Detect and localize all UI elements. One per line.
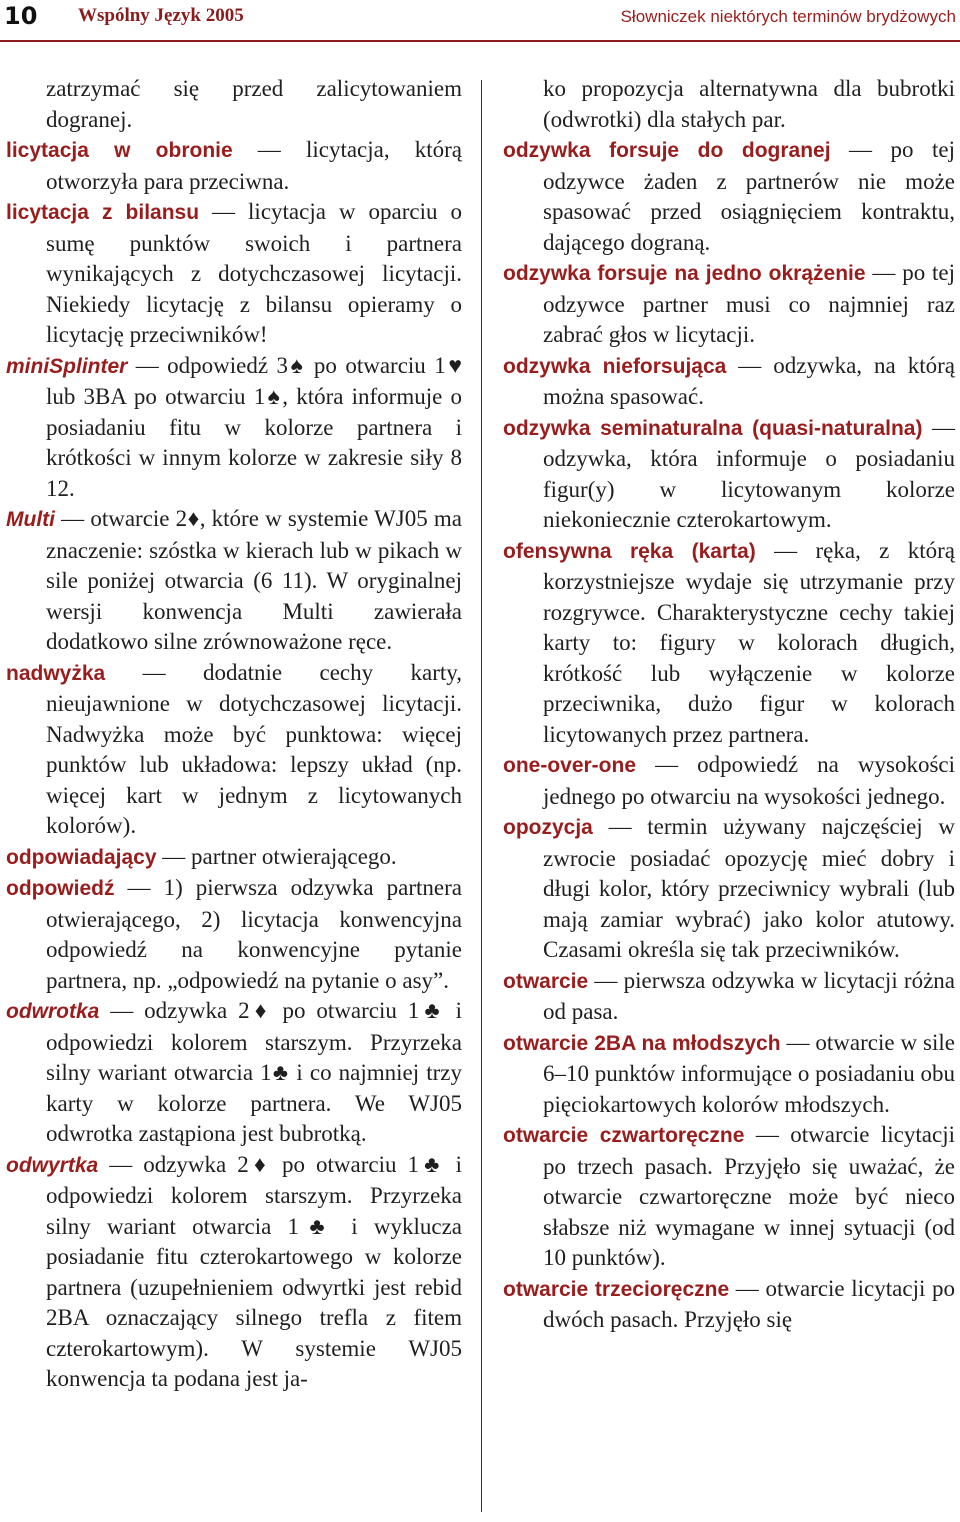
- glossary-entry: one-over-one — odpowiedź na wysokości jednego po otwarciu na wysokości jednego.: [503, 752, 955, 809]
- entry-term: otwarcie trzecioręczne: [503, 1277, 730, 1301]
- entry-definition: otwarcie 2♦, które w systemie WJ05 ma znaczenie: szóstka w kierach lub w pikach w sile poniżej otwarcia (6 11). W oryginalnej wersji konwencja Multi zawierała dodatkowo silne zrównoważone ręce.: [46, 506, 463, 654]
- header-rule: [0, 40, 960, 42]
- entry-definition: licytacja w oparciu o sumę punktów swoich i partnera wynikających z dotychczasowej licytacji. Niekiedy licytację z bilansu opieramy o licytację przeciwników!: [46, 199, 462, 347]
- entry-definition: partner otwierającego.: [191, 843, 397, 869]
- entry-term: otwarcie 2BA na młodszych: [503, 1031, 781, 1055]
- entry-term: nadwyżka: [6, 661, 106, 685]
- entry-term: odpowiadający: [6, 845, 157, 869]
- entry-definition: pierwsza odzywka w licytacji różna od pasa.: [543, 967, 955, 1024]
- glossary-entry: licytacja z bilansu — licytacja w oparciu o sumę punktów swoich i partnera wynikających z dotychczasowej licytacji. Niekiedy licytację z bilansu opieramy o licytację przeciwników!: [6, 199, 462, 347]
- entry-definition: odzywka 2♦ po otwarciu 1♣ i odpowiedzi kolorem starszym. Przyrzeka silny wariant otwarcia 1♣ i co najmniej trzy karty w kolorze partnera. We WJ05 odwrotka zastąpiona jest bubrotką.: [46, 998, 462, 1146]
- entry-term: Multi: [6, 508, 55, 531]
- entry-term: licytacja w obronie: [6, 139, 233, 162]
- entry-term: odzywka nieforsująca: [503, 354, 727, 378]
- entry-term: otwarcie czwartoręczne: [503, 1124, 745, 1147]
- entry-term: opozycja: [503, 816, 593, 839]
- entry-definition: ręka, z którą korzystniejsze wydaje się utrzymanie przy rozgrywce. Charakterystyczne cechy takiej karty to: figury w kolorach długich, krótkość lub wyłączenie w kolorze przeciwnika, dużo figur w kolorach licytowanych przez partnera.: [543, 537, 955, 747]
- glossary-entry: [503, 74, 955, 135]
- entry-term: otwarcie: [503, 969, 589, 993]
- entry-term: odzywka forsuje do dogranej: [503, 139, 831, 162]
- entry-term: licytacja z bilansu: [6, 201, 200, 224]
- column-divider: [481, 80, 482, 1512]
- glossary-entry: licytacja w obronie — licytacja, którą otworzyła para przeciwna.: [6, 137, 462, 194]
- glossary-entry: otwarcie czwartoręczne — otwarcie licytacji po trzech pasach. Przyjęło się uważać, że otwarcie czwartoręczne może być nieco słabsze niż wymagane w innej sytuacji (od 10 punktów).: [503, 1122, 955, 1270]
- entry-term: one-over-one: [503, 754, 637, 777]
- section-title: Słowniczek niektórych terminów brydżowych: [620, 7, 956, 26]
- glossary-entry: odzywka seminaturalna (quasi-naturalna) — odzywka, która informuje o posiadaniu figur(y) w licytowanym kolorze niekoniecznie czterokartowym.: [503, 414, 956, 532]
- entry-definition: otwarcie licytacji po trzech pasach. Przyjęło się uważać, że otwarcie czwartoręczne może być nieco słabsze niż wymagane w innej sytuacji (od 10 punktów).: [543, 1122, 955, 1270]
- glossary-entry: otwarcie — pierwsza odzywka w licytacji różna od pasa.: [503, 967, 955, 1024]
- entry-definition: odzywka 2♦ po otwarciu 1♣ i odpowiedzi kolorem starszym. Przyrzeka silny wariant otwarcia 1♣ i wyklucza posiadanie fitu czterokartowego w kolorze partnera (uzupełnieniem odwyrtki jest rebid 2BA oznaczający silnego trefla z fitem czterokartowym). W systemie WJ05 konwencja ta podana jest ja-: [46, 1151, 462, 1391]
- entry-term: odwrotka: [6, 1000, 100, 1023]
- entry-definition: po tej odzywce partner musi co najmniej raz zabrać głos w licytacji.: [543, 260, 955, 347]
- entry-term: odzywka forsuje na jedno okrążenie: [503, 262, 866, 285]
- entry-definition: licytacja, którą otworzyła para przeciwna.: [46, 137, 462, 194]
- glossary-entry: nadwyżka — dodatnie cechy karty, nieujawnione w dotychczasowej licytacji. Nadwyżka może być punktowa: więcej punktów lub układowa: lepszy układ (np. więcej kart w jednym z licytowanych kolorów).: [6, 659, 462, 838]
- entry-definition: otwarcie licytacji po dwóch pasach. Przyjęło się: [543, 1275, 955, 1332]
- glossary-entry: ofensywna ręka (karta) — ręka, z którą korzystniejsze wydaje się utrzymanie przy rozgrywce. Charakterystyczne cechy takiej karty to: figury w kolorach długich, krótkość lub wyłączenie w kolorze przeciwnika, dużo figur w kolorach licytowanych przez partnera.: [503, 537, 955, 747]
- glossary-entry: miniSplinter — odpowiedź 3♠ po otwarciu 1♥ lub 3BA po otwarciu 1♠, która informuje o posiadaniu fitu w kolorze partnera i krótkości w innym kolorze w zakresie siły 8 12.: [6, 352, 462, 501]
- page-number: 10: [4, 2, 38, 30]
- glossary-entry: odwrotka — odzywka 2♦ po otwarciu 1♣ i odpowiedzi kolorem starszym. Przyrzeka silny wariant otwarcia 1♣ i co najmniej trzy karty w kolorze partnera. We WJ05 odwrotka zastąpiona jest bubrotką.: [6, 998, 462, 1146]
- right-column: [503, 74, 955, 1336]
- entry-definition: termin używany najczęściej w zwrocie posiadać opozycję mieć dobry i długi kolor, który przeciwnicy wybrali (lub mają zamiar wybrać) jako kolor atutowy. Czasami określa się tak przeciwników.: [543, 814, 955, 962]
- entry-definition: dodatnie cechy karty, nieujawnione w dotychczasowej licytacji. Nadwyżka może być punktowa: więcej punktów lub układowa: lepszy układ (np. więcej kart w jednym z licytowanych kolorów).: [46, 659, 462, 838]
- left-column: [6, 74, 462, 1395]
- glossary-entry: odzywka forsuje na jedno okrążenie — po tej odzywce partner musi co najmniej raz zabrać głos w licytacji.: [503, 260, 955, 347]
- glossary-entry: odwyrtka — odzywka 2♦ po otwarciu 1♣ i odpowiedzi kolorem starszym. Przyrzeka silny wariant otwarcia 1♣ i wyklucza posiadanie fitu czterokartowego w kolorze partnera (uzupełnieniem odwyrtki jest rebid 2BA oznaczający silnego trefla z fitem czterokartowym). W systemie WJ05 konwencja ta podana jest ja-: [6, 1151, 462, 1391]
- entry-term: odwyrtka: [6, 1153, 99, 1177]
- glossary-entry: odzywka nieforsująca — odzywka, na którą można spasować.: [503, 352, 955, 409]
- page-header: [0, 0, 960, 40]
- entry-definition: otwarcie w sile 6–10 punktów informujące o posiadaniu obu pięciokartowych kolorów młodszych.: [543, 1029, 956, 1117]
- entry-term: ofensywna ręka (karta): [503, 539, 756, 563]
- glossary-entry: odpowiadający — partner otwierającego.: [6, 843, 397, 869]
- publication-title: Wspólny Język 2005: [78, 5, 244, 26]
- glossary-entry: odzywka forsuje do dogranej — po tej odzywce żaden z partnerów nie może spasować przed osiągnięciem kontraktu, dającego dograną.: [503, 137, 955, 255]
- entry-definition: 1) pierwsza odzywka partnera otwierającego, 2) licytacja konwencyjna odpowiedź na konwencyjne pytanie partnera, np. „odpowiedź na pytanie o asy”.: [46, 875, 462, 993]
- entry-definition: odpowiedź na wysokości jednego po otwarciu na wysokości jednego.: [543, 752, 955, 809]
- entry-term: miniSplinter: [6, 354, 128, 378]
- entry-definition: odpowiedź 3♠ po otwarciu 1♥ lub 3BA po otwarciu 1♠, która informuje o posiadaniu fitu w kolorze partnera i krótkości w innym kolorze w zakresie siły 8 12.: [46, 352, 462, 501]
- glossary-entry: otwarcie 2BA na młodszych — otwarcie w sile 6–10 punktów informujące o posiadaniu obu pięciokartowych kolorów młodszych.: [503, 1029, 956, 1117]
- glossary-entry: odpowiedź — 1) pierwsza odzywka partnera otwierającego, 2) licytacja konwencyjna odpowiedź na konwencyjne pytanie partnera, np. „odpowiedź na pytanie o asy”.: [6, 875, 462, 993]
- entry-definition: po tej odzywce żaden z partnerów nie może spasować przed osiągnięciem kontraktu, dającego dograną.: [543, 137, 955, 255]
- entry-definition: ko propozycja alternatywna dla bubrotki (odwrotki) dla stałych par.: [543, 76, 955, 132]
- entry-definition: odzywka, która informuje o posiadaniu figur(y) w licytowanym kolorze niekoniecznie czterokartowym.: [543, 446, 955, 532]
- entry-definition: zatrzymać się przed zalicytowaniem dogranej.: [46, 76, 462, 132]
- entry-term: odzywka seminaturalna (quasi-naturalna): [503, 416, 923, 440]
- entry-definition: odzywka, na którą można spasować.: [543, 352, 955, 409]
- glossary-entry: otwarcie trzecioręczne — otwarcie licytacji po dwóch pasach. Przyjęło się: [503, 1275, 955, 1332]
- glossary-entry: Multi — otwarcie 2♦, które w systemie WJ05 ma znaczenie: szóstka w kierach lub w pikach w sile poniżej otwarcia (6 11). W oryginalnej wersji konwencja Multi zawierała dodatkowo silne zrównoważone ręce.: [6, 506, 463, 654]
- entry-term: odpowiedź: [6, 877, 115, 900]
- glossary-entry: opozycja — termin używany najczęściej w zwrocie posiadać opozycję mieć dobry i długi kolor, który przeciwnicy wybrali (lub mają zamiar wybrać) jako kolor atutowy. Czasami określa się tak przeciwników.: [503, 814, 955, 962]
- glossary-entry: [6, 74, 462, 135]
